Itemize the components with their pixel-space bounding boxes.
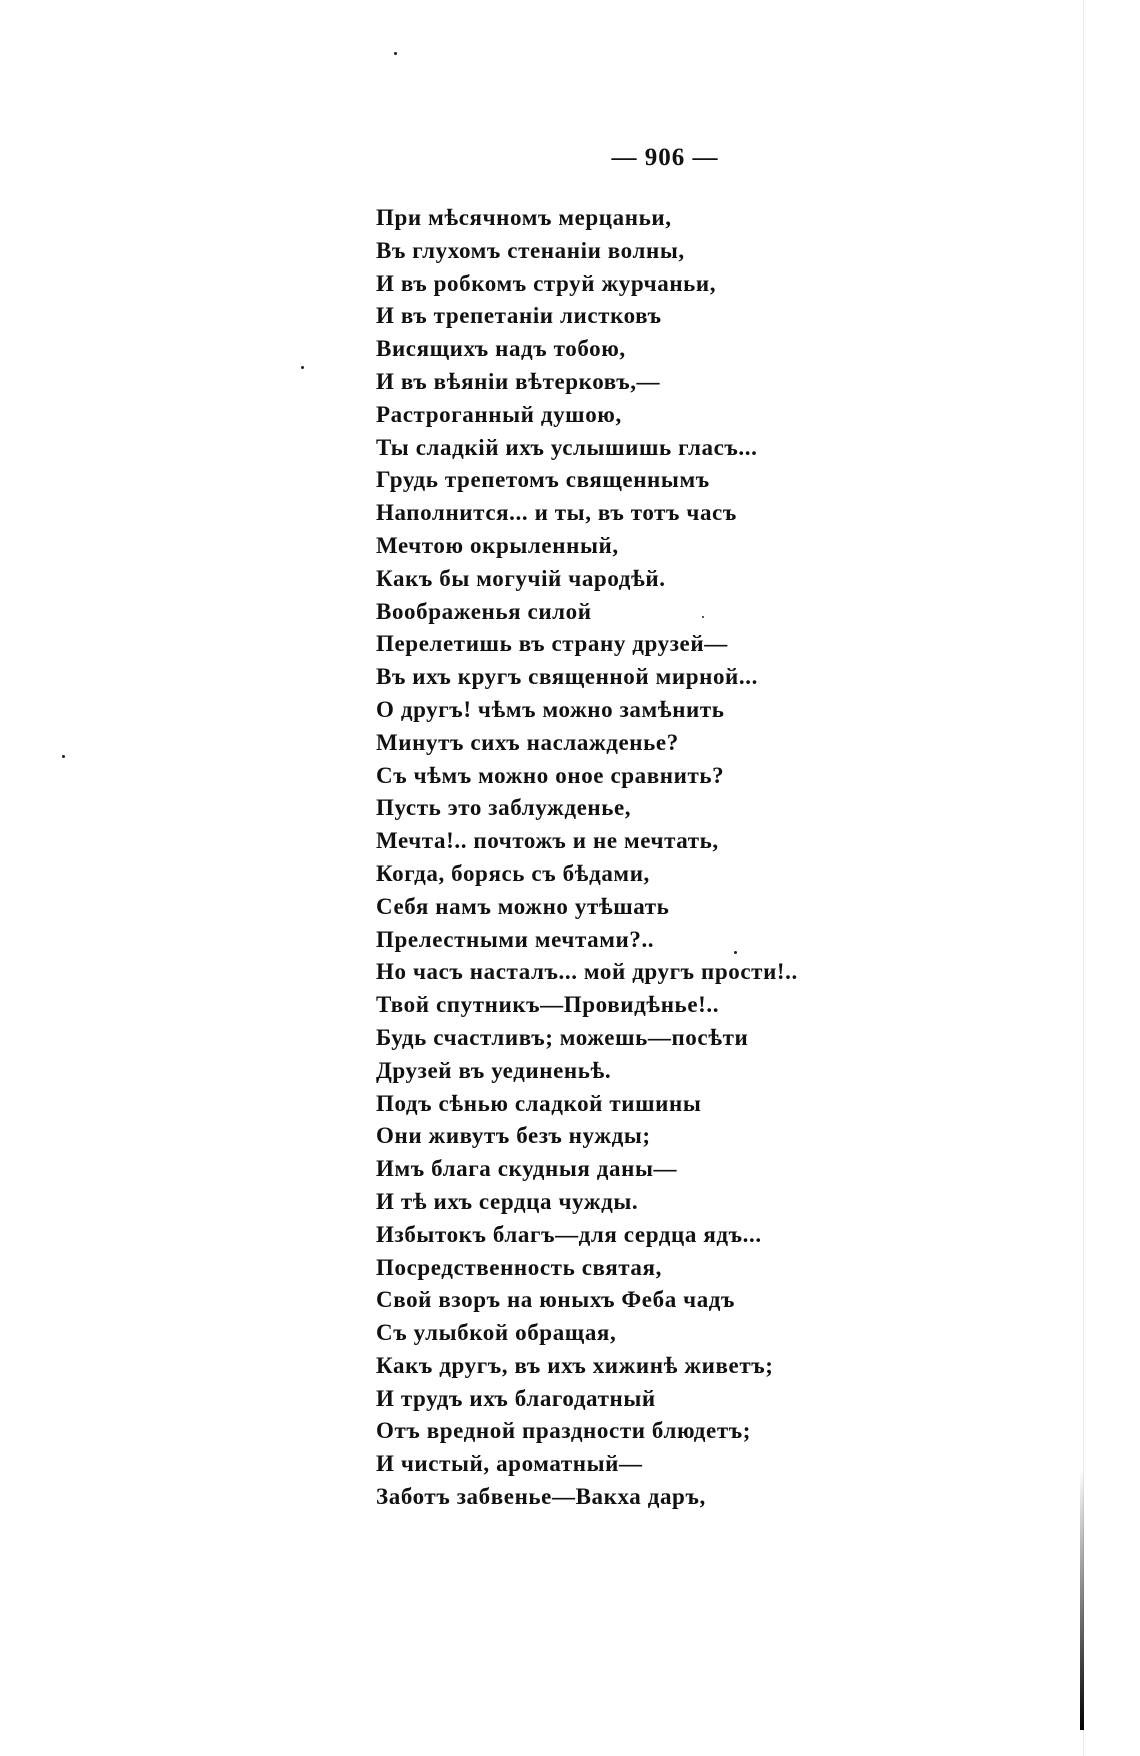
- poem-line: Прелестными мечтами?..: [376, 926, 655, 952]
- poem-line: Себя намъ можно утѣшать: [376, 893, 670, 919]
- poem-line: О другъ! чѣмъ можно замѣнить: [376, 696, 725, 722]
- poem-line: Въ глухомъ стенаніи волны,: [376, 237, 685, 263]
- poem-line: Мечта!.. почтожъ и не мечтать,: [376, 828, 719, 854]
- poem-line: И въ вѣяніи вѣтерковъ,—: [376, 368, 661, 394]
- print-speck: [394, 52, 397, 55]
- poem-line: Имъ блага скудныя даны—: [376, 1156, 678, 1182]
- poem-line: Какъ бы могучій чародѣй.: [376, 565, 666, 591]
- poem-line: Воображенья силой: [376, 598, 592, 624]
- poem-line: Друзей въ уединеньѣ.: [376, 1057, 612, 1083]
- poem-line: И тѣ ихъ сердца чужды.: [376, 1188, 639, 1214]
- poem-line: Пусть это заблужденье,: [376, 795, 632, 821]
- poem-line: Отъ вредной праздности блюдетъ;: [376, 1418, 752, 1444]
- print-speck: [702, 616, 704, 618]
- poem-line: Растроганный душою,: [376, 401, 622, 427]
- poem-line: Наполнится... и ты, въ тотъ часъ: [376, 500, 737, 526]
- page-number: — 906 —: [611, 144, 719, 171]
- print-speck: [301, 366, 304, 369]
- poem-line: Они живутъ безъ нужды;: [376, 1123, 651, 1149]
- poem-line: Твой спутникъ—Провидѣнье!..: [376, 992, 720, 1018]
- print-speck: [734, 951, 737, 954]
- poem-line: Какъ другъ, въ ихъ хижинѣ живетъ;: [376, 1352, 774, 1378]
- print-speck: [62, 755, 65, 758]
- poem-line: Избытокъ благъ—для сердца ядъ...: [376, 1221, 762, 1247]
- poem-line: И въ трепетаніи листковъ: [376, 303, 662, 329]
- poem-line: Заботъ забвенье—Вакха даръ,: [376, 1484, 706, 1510]
- poem-line: Будь счастливъ; можешь—посѣти: [376, 1024, 749, 1050]
- poem-line: Но часъ насталъ... мой другъ прости!..: [376, 959, 798, 985]
- poem-line: Перелетишь въ страну друзей—: [376, 631, 728, 657]
- poem-text: [376, 202, 798, 1514]
- poem-line: Свой взоръ на юныхъ Феба чадъ: [376, 1287, 736, 1313]
- poem-line: Грудь трепетомъ священнымъ: [376, 467, 710, 493]
- poem-line: И въ робкомъ струй журчаньи,: [376, 270, 717, 296]
- poem-line: Ты сладкій ихъ услышишь гласъ...: [376, 434, 758, 460]
- poem-line: Минутъ сихъ наслажденье?: [376, 729, 679, 755]
- poem-line: Посредственность святая,: [376, 1254, 662, 1280]
- page-edge-mark: [1080, 1470, 1084, 1730]
- poem-line: И трудъ ихъ благодатный: [376, 1385, 656, 1411]
- poem-line: Съ чѣмъ можно оное сравнить?: [376, 762, 725, 788]
- poem-line: Мечтою окрыленный,: [376, 532, 619, 558]
- poem-line: Въ ихъ кругъ священной мирной...: [376, 664, 758, 690]
- poem-line: Подъ сѣнью сладкой тишины: [376, 1090, 702, 1116]
- poem-line: Съ улыбкой обращая,: [376, 1320, 617, 1346]
- poem-line: Висящихъ надъ тобою,: [376, 336, 626, 362]
- poem-line: При мѣсячномъ мерцаньи,: [376, 205, 672, 230]
- poem-line: Когда, борясь съ бѣдами,: [376, 860, 650, 886]
- poem-line: И чистый, ароматный—: [376, 1451, 643, 1477]
